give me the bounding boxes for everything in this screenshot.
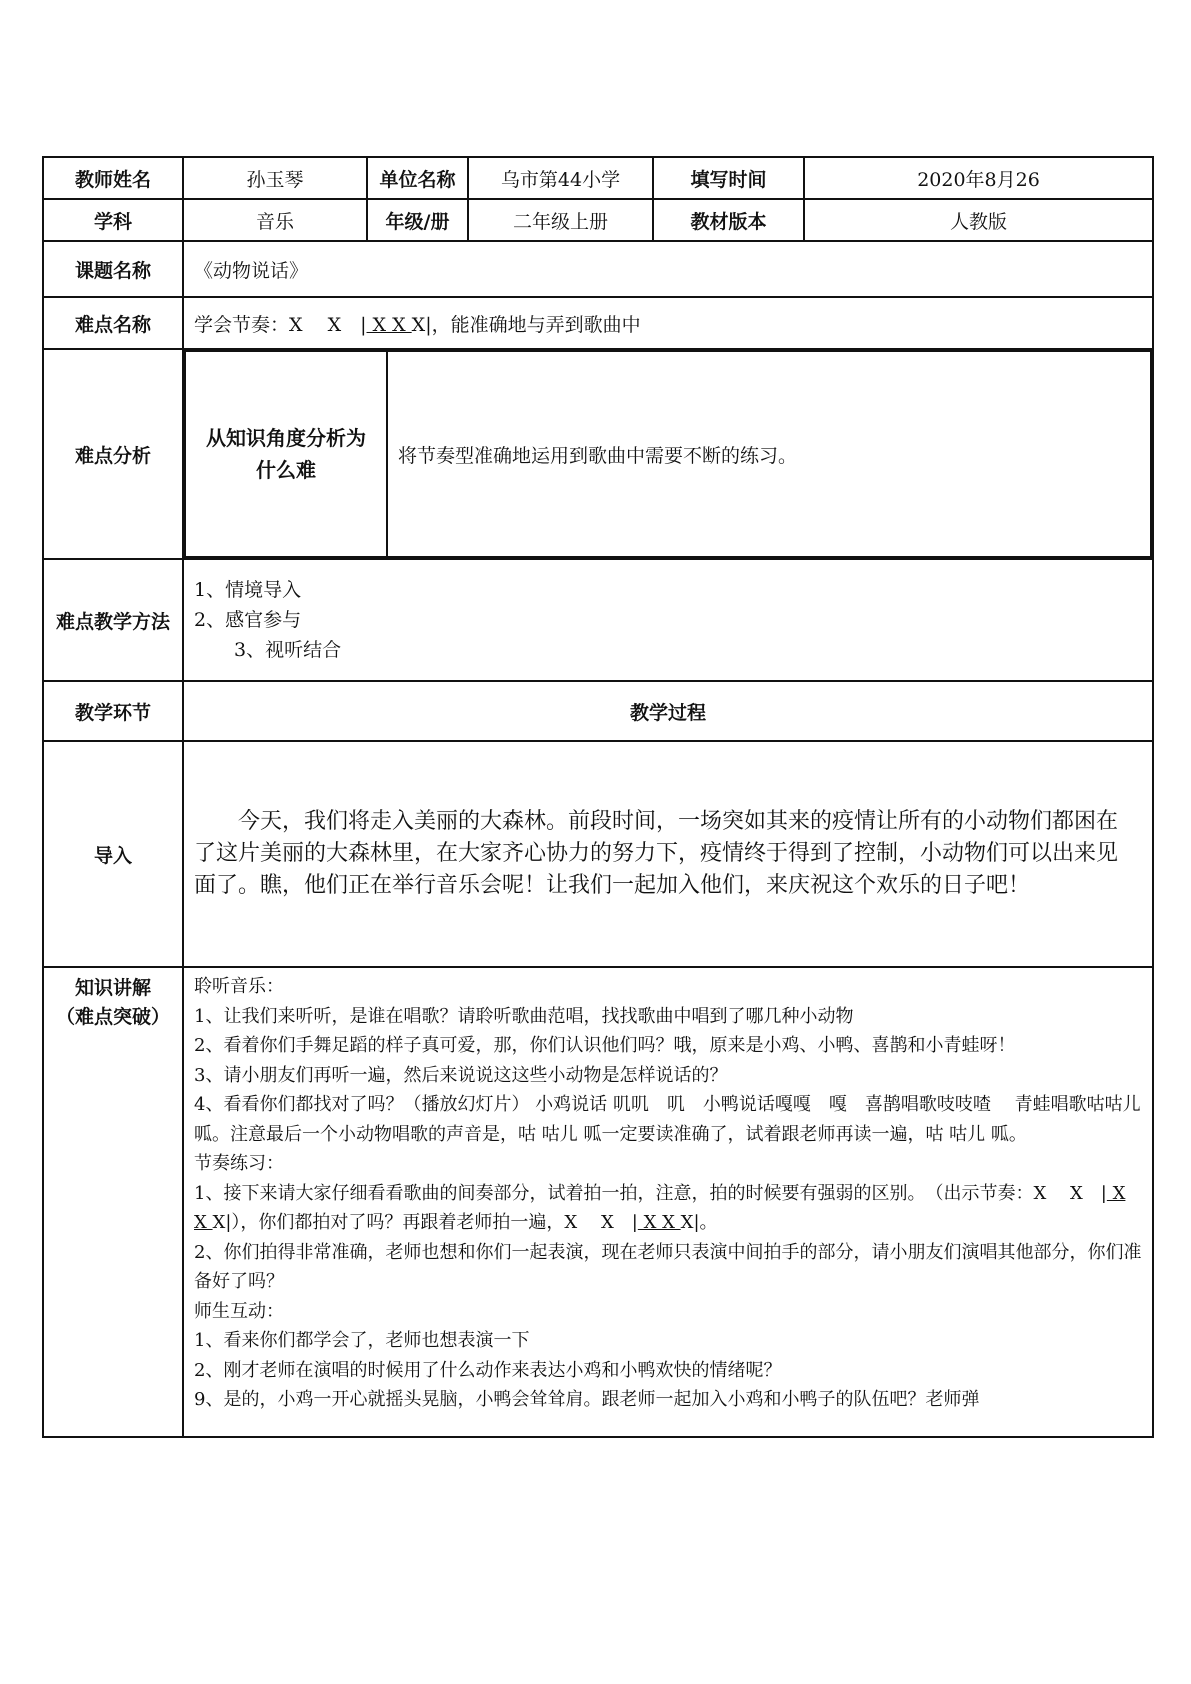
analysis-inner [184, 350, 1152, 558]
intro-cell [183, 741, 1153, 967]
method-item-2: 2、感官参与 [194, 609, 302, 631]
topic-row [43, 241, 1153, 297]
knowledge-line: 1、让我们来听听，是谁在唱歌？请聆听歌曲范唱，找找歌曲中唱到了哪几种小动物 [194, 1005, 854, 1027]
unit-name-label: 单位名称 [367, 157, 468, 199]
knowledge-line: 9、是的，小鸡一开心就摇头晃脑，小鸭会耸耸肩。跟老师一起加入小鸡和小鸭子的队伍吧？老师弹 [194, 1389, 980, 1410]
analysis-label: 难点分析 [43, 349, 183, 559]
knowledge-line: 师生互动： [194, 1300, 284, 1322]
grade-label: 年级/册 [367, 199, 468, 241]
knowledge-label-line1: 知识讲解 [74, 977, 151, 999]
lesson-plan-table [42, 156, 1154, 1438]
knowledge-line: 2、看着你们手舞足蹈的样子真可爱，那，你们认识他们吗？哦，原来是小鸡、小鸭、喜鹊和小青蛙呀！ [194, 1035, 1016, 1056]
rhythm-text-b: X|），你们都拍对了吗？再跟着老师拍一遍，X X | [212, 1212, 638, 1233]
difficulty-prefix: 学会节奏：X X | [194, 313, 367, 336]
fill-date-value: 2020年8月26 [804, 157, 1153, 199]
header-row-2 [43, 199, 1153, 241]
difficulty-row [43, 297, 1153, 349]
knowledge-label [43, 967, 183, 1437]
process-stage-label: 教学环节 [43, 681, 183, 741]
lesson-plan-page [42, 156, 1152, 1438]
method-item-3: 3、视听结合 [234, 639, 342, 661]
knowledge-label-line2: （难点突破） [55, 1006, 170, 1028]
topic-value: 《动物说话》 [183, 241, 1153, 297]
analysis-row [43, 349, 1153, 559]
teacher-name-label: 教师姓名 [43, 157, 183, 199]
fill-date-label: 填写时间 [653, 157, 804, 199]
knowledge-line: 3、请小朋友们再听一遍，然后来说说这这些小动物是怎样说话的？ [194, 1064, 728, 1086]
knowledge-row [43, 967, 1153, 1437]
edition-label: 教材版本 [653, 199, 804, 241]
knowledge-line: 2、刚才老师在演唱的时候用了什么动作来表达小鸡和小鸭欢快的情绪呢？ [194, 1359, 782, 1381]
knowledge-content [184, 972, 1152, 1415]
difficulty-suffix: X|，能准确地与弄到歌曲中 [411, 313, 641, 336]
rhythm-underlined-2: X X [637, 1212, 681, 1233]
subject-label: 学科 [43, 199, 183, 241]
analysis-value: 将节奏型准确地运用到歌曲中需要不断的练习。 [387, 351, 1151, 557]
methods-list [183, 559, 1153, 681]
process-header-row [43, 681, 1153, 741]
rhythm-text-c: X|。 [680, 1212, 718, 1233]
subject-value: 音乐 [183, 199, 367, 241]
intro-label: 导入 [43, 741, 183, 967]
rhythm-text-a: 1、接下来请大家仔细看看歌曲的间奏部分，试着拍一拍，注意，拍的时候要有强弱的区别。 （出示节奏：X X | [194, 1182, 1107, 1204]
rhythm-underlined-1: X X [194, 1182, 1126, 1233]
knowledge-line: 2、你们拍得非常准确，老师也想和你们一起表演，现在老师只表演中间拍手的部分，请小朋友们演唱其他部分，你们准备好了吗？ [194, 1241, 1142, 1292]
methods-row [43, 559, 1153, 681]
difficulty-label: 难点名称 [43, 297, 183, 349]
methods-label: 难点教学方法 [43, 559, 183, 681]
analysis-cell [183, 349, 1153, 559]
intro-text: 今天，我们将走入美丽的大森林。前段时间，一场突如其来的疫情让所有的小动物们都困在了这片美丽的大森林里，在大家齐心协力的努力下，疫情终于得到了控制，小动物们可以出来见面了。瞧，他们正在举行音乐会呢！让我们一起加入他们，来庆祝这个欢乐的日子吧！ [194, 809, 1119, 898]
edition-value: 人教版 [804, 199, 1153, 241]
knowledge-line-rhythm [194, 1179, 1142, 1238]
method-item-1: 1、情境导入 [194, 579, 302, 601]
knowledge-line: 聆听音乐： [194, 976, 284, 997]
teacher-name-value: 孙玉琴 [183, 157, 367, 199]
knowledge-cell [183, 967, 1153, 1437]
grade-value: 二年级上册 [468, 199, 653, 241]
knowledge-line: 4、看看你们都找对了吗？（播放幻灯片） 小鸡说话 叽叽 叽 小鸭说话嘎嘎 嘎 喜鹊唱歌吱吱喳 青蛙唱歌咕咕儿呱。注意最后一个小动物唱歌的声音是，咕 咕儿 呱一定要读准确了，试着跟老师再读一遍，咕 咕儿 呱。 [194, 1094, 1141, 1145]
header-row-1 [43, 157, 1153, 199]
difficulty-value [183, 297, 1153, 349]
topic-label: 课题名称 [43, 241, 183, 297]
process-title: 教学过程 [183, 681, 1153, 741]
unit-name-value: 乌市第44小学 [468, 157, 653, 199]
analysis-sub-label: 从知识角度分析为什么难 [185, 351, 387, 557]
knowledge-line: 1、看来你们都学会了，老师也想表演一下 [194, 1330, 530, 1351]
difficulty-rhythm-underlined: X X [366, 313, 412, 336]
intro-row [43, 741, 1153, 967]
knowledge-line: 节奏练习： [194, 1153, 284, 1174]
